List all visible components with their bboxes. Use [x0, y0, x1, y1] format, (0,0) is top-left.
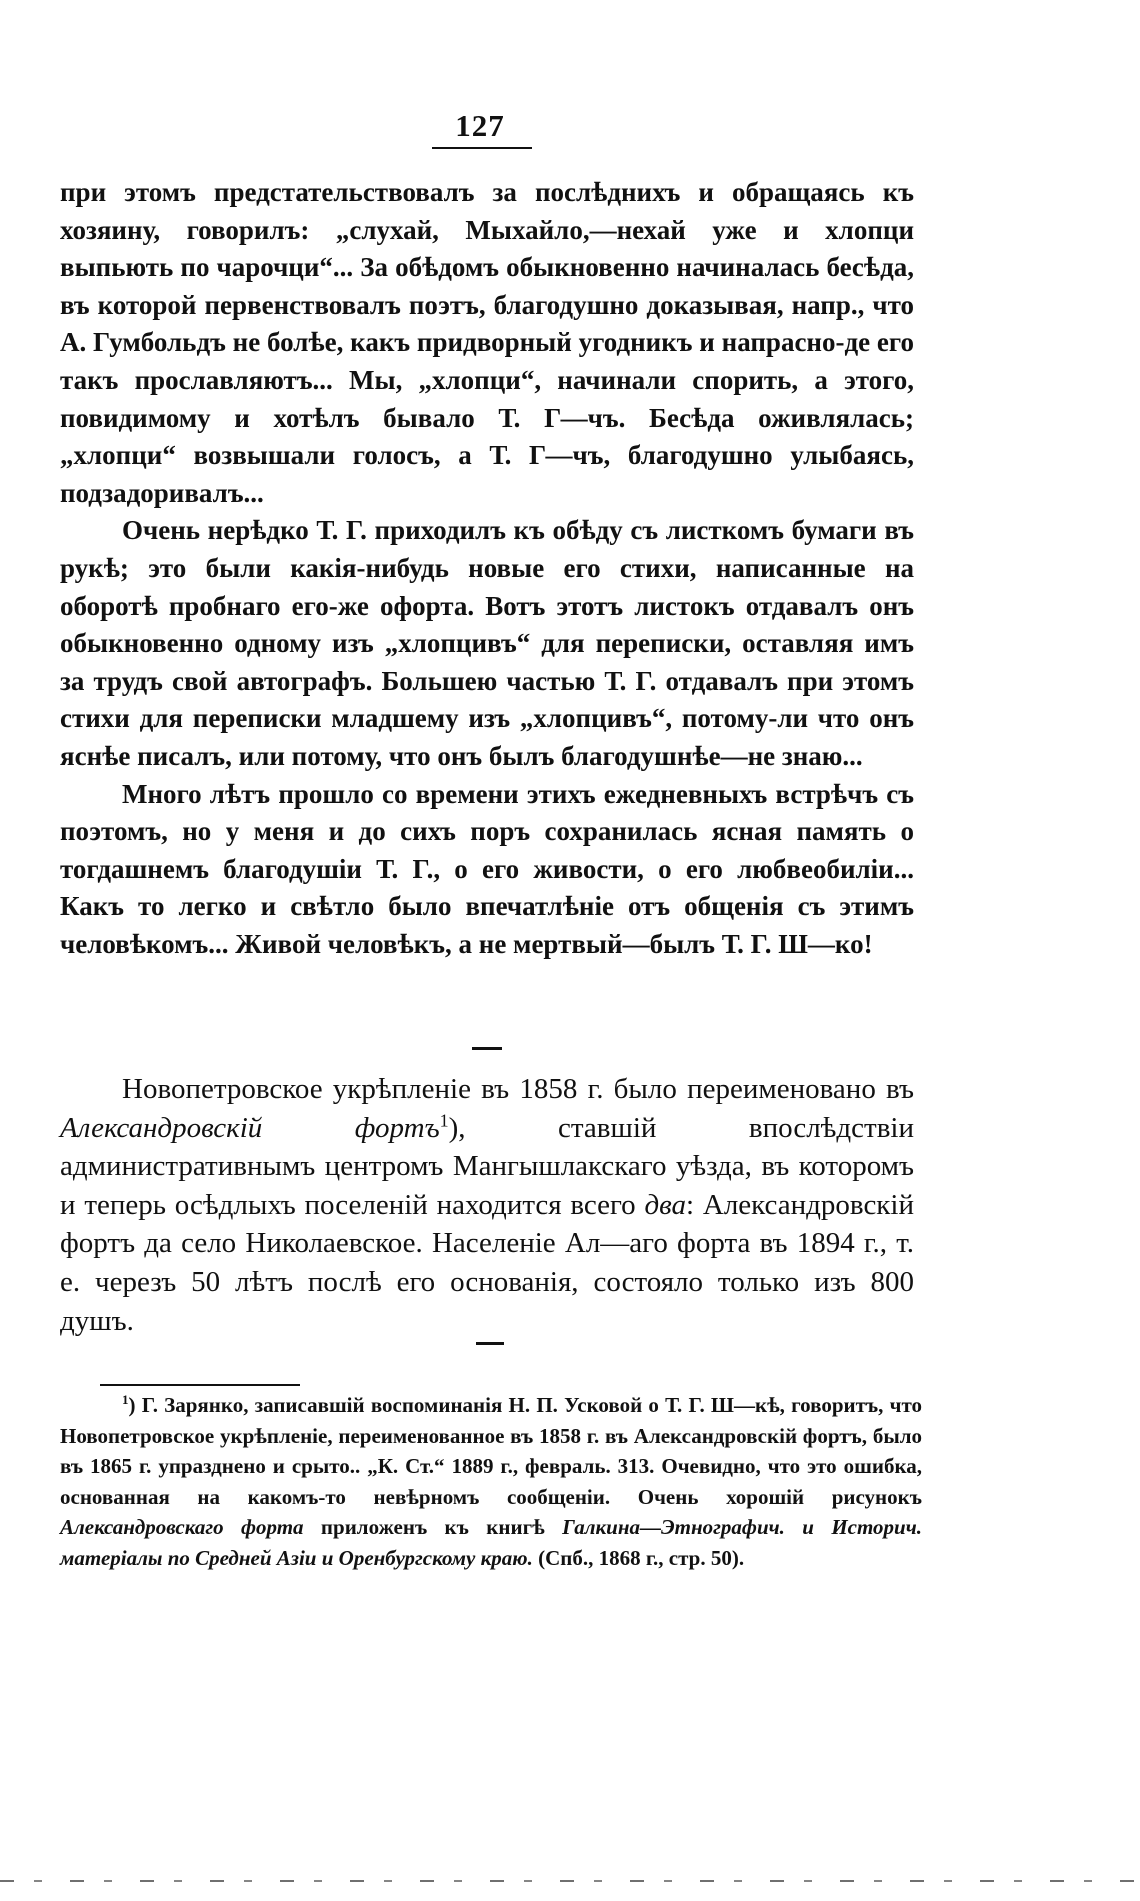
fort-drawing-title: Александровскаго форта: [60, 1515, 304, 1540]
fort-history-section: [60, 1070, 914, 1340]
footnote-rule: [100, 1384, 300, 1386]
page-number: 127: [455, 108, 505, 143]
footnote-marker: 1: [122, 1392, 129, 1407]
footnote-part-two: приложенъ къ книгѣ: [303, 1515, 563, 1540]
alexandrovsky-fort-title: Александровскій фортъ: [60, 1111, 440, 1144]
footnote-reference: 1: [439, 1109, 449, 1130]
memoir-text-section: [60, 174, 914, 963]
section-end-dash: [476, 1342, 504, 1345]
paragraph-memory-of-poet: Много лѣтъ прошло со времени этихъ ежедневныхъ встрѣчъ съ поэтомъ, но у меня и до сихъ поръ сохранилась ясная память о тогдашнемъ благодушіи Т. Г., о его живости, о его любвеобиліи... Какъ то легко и свѣтло было впечатлѣніе отъ общенія съ этимъ человѣкомъ... Живой человѣкъ, а не мертвый—былъ Т. Г. Ш—ко!: [60, 778, 914, 959]
continued-paragraph: при этомъ предстательствовалъ за послѣднихъ и обращаясь къ хозяину, говорилъ: „слухай, Мыхайло,—нехай уже и хлопци выпьють по чарочци“... За обѣдомъ обыкновенно начиналась бесѣда, въ которой первенствовалъ поэтъ, благодушно доказывая, напр., что А. Гумбольдъ не болѣе, какъ придворный угодникъ и напрасно-де его такъ прославляютъ... Мы, „хлопци“, начинали спорить, а этого, повидимому и хотѣлъ бывало Т. Г—чъ. Бесѣда оживлялась; „хлопци“ возвышали голосъ, а Т. Г—чъ, благодушно улыбаясь, подзадоривалъ...: [60, 177, 914, 508]
footnote-part-three: (Спб., 1868 г., стр. 50).: [532, 1545, 745, 1570]
book-title: Галкина—Этнографич. и Историч. матеріалы по Средней Азіи и Оренбургскому краю.: [60, 1515, 922, 1570]
footnote-part-one: ) Г. Зарянко, записавшій воспоминанія Н. П. Усковой о Т. Г. Ш—кѣ, говоритъ, что Новопетровское укрѣпленіе, переименованное въ 1858 г. въ Александровскій фортъ, было въ 1865 г. упразднено и срыто.. „К. Ст.“ 1889 г., февраль. 313. Очевидно, что это ошибка, основанная на какомъ-то невѣрномъ сообщеніи. Очень хорошій рисунокъ: [60, 1393, 922, 1509]
fort-text-start: Новопетровское укрѣпленіе въ 1858 г. было переименовано въ: [122, 1073, 914, 1105]
page-number-rule: [432, 147, 532, 149]
bottom-scan-edge: [0, 1880, 1140, 1882]
paragraph-fort-history: [60, 1070, 914, 1340]
footnote-text: [60, 1390, 922, 1574]
footnote: [60, 1390, 922, 1574]
fort-text-end: : Александровскій фортъ да село Николаевское. Населеніе Ал—аго форта въ 1894 г., т. е. черезъ 50 лѣтъ послѣ его основанія, состояло только изъ 800 душъ.: [60, 1188, 914, 1337]
fort-text-middle: ), ставшій впослѣдствіи административнымъ центромъ Мангышлакскаго уѣзда, въ которомъ и теперь осѣдлыхъ поселеній находится всего: [60, 1111, 914, 1221]
section-separator-dash: [472, 1047, 502, 1050]
paragraph-poet-leaflets: Очень нерѣдко Т. Г. приходилъ къ обѣду съ листкомъ бумаги въ рукѣ; это были какія-нибудь новые его стихи, написанные на оборотѣ пробнаго его-же офорта. Вотъ этотъ листокъ отдавалъ онъ обыкновенно одному изъ „хлопцивъ“ для переписки, оставляя имъ за трудъ свой автографъ. Большею частью Т. Г. отдавалъ при этомъ стихи для переписки младшему изъ „хлопцивъ“, потому-ли что онъ яснѣе писалъ, или потому, что онъ былъ благодушнѣе—не знаю...: [60, 515, 914, 771]
settlement-count: два: [644, 1188, 687, 1221]
